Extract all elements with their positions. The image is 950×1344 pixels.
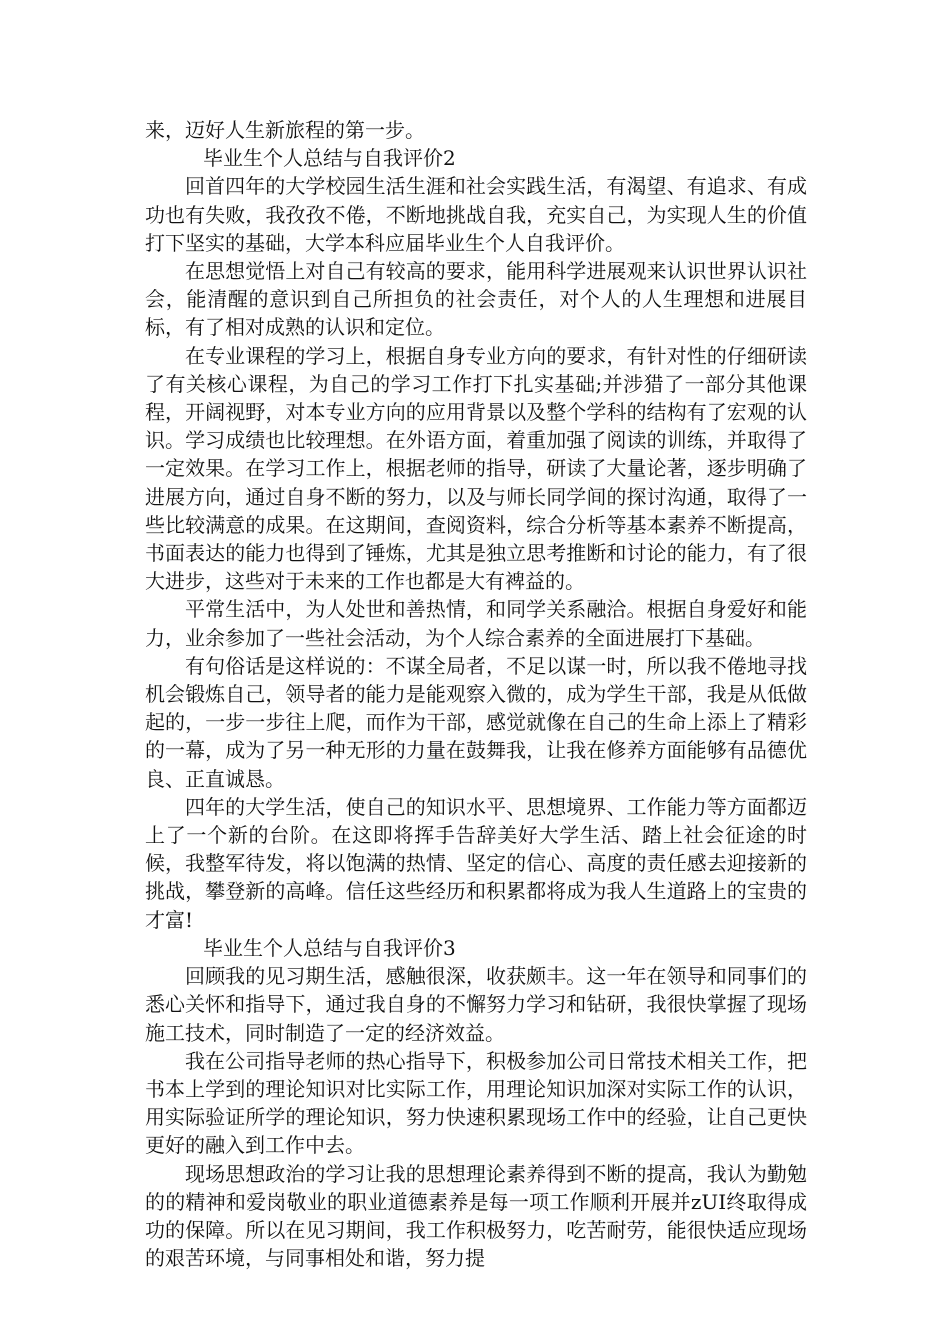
paragraph: 在思想觉悟上对自己有较高的要求，能用科学进展观来认识世界认识社会，能清醒的意识到自己所担负的社会责任，对个人的人生理想和进展目标，有了相对成熟的认识和定位。 (145, 259, 807, 340)
paragraph: 四年的大学生活，使自己的知识水平、思想境界、工作能力等方面都迈上了一个新的台阶。在这即将挥手告辞美好大学生活、踏上社会征途的时候，我整军待发，将以饱满的热情、坚定的信心、高度的责任感去迎接新的挑战，攀登新的高峰。信任这些经历和积累都将成为我人生道路上的宝贵的才富! (145, 794, 807, 932)
paragraph: 我在公司指导老师的热心指导下，积极参加公司日常技术相关工作，把书本上学到的理论知识对比实际工作，用理论知识加深对实际工作的认识，用实际验证所学的理论知识，努力快速积累现场工作中的经验，让自己更快更好的融入到工作中去。 (145, 1048, 807, 1158)
section-heading-2: 毕业生个人总结与自我评价2 (203, 146, 456, 171)
paragraph: 有句俗话是这样说的：不谋全局者，不足以谋一时，所以我不倦地寻找机会锻炼自己，领导者的能力是能观察入微的，成为学生干部，我是从低做起的，一步一步往上爬，而作为干部，感觉就像在自己的生命上添上了精彩的一幕，成为了另一种无形的力量在鼓舞我，让我在修养方面能够有品德优良、正直诚恳。 (145, 653, 807, 791)
section-heading-3: 毕业生个人总结与自我评价3 (203, 935, 456, 960)
paragraph-continued: 来，迈好人生新旅程的第一步。 (145, 118, 425, 142)
document-body (145, 116, 807, 1272)
paragraph: 现场思想政治的学习让我的思想理论素养得到不断的提高，我认为勤勉的的精神和爱岗敬业的职业道德素养是每一项工作顺利开展并zUI终取得成功的保障。所以在见习期间，我工作积极努力，吃苦耐劳，能很快适应现场的艰苦环境，与同事相处和谐，努力提 (145, 1161, 807, 1271)
paragraph: 在专业课程的学习上，根据自身专业方向的要求，有针对性的仔细研读了有关核心课程，为自己的学习工作打下扎实基础;并涉猎了一部分其他课程，开阔视野，对本专业方向的应用背景以及整个学科的结构有了宏观的认识。学习成绩也比较理想。在外语方面，着重加强了阅读的训练，并取得了一定效果。在学习工作上，根据老师的指导，研读了大量论著，逐步明确了进展方向，通过自身不断的努力，以及与师长同学间的探讨沟通，取得了一些比较满意的成果。在这期间，查阅资料，综合分析等基本素养不断提高，书面表达的能力也得到了锤炼，尤其是独立思考推断和讨论的能力，有了很大进步，这些对于未来的工作也都是大有裨益的。 (145, 343, 807, 594)
paragraph: 回首四年的大学校园生活生涯和社会实践生活，有渴望、有追求、有成功也有失败，我孜孜不倦，不断地挑战自我，充实自己，为实现人生的价值打下坚实的基础，大学本科应届毕业生个人自我评价。 (145, 174, 807, 255)
paragraph: 平常生活中，为人处世和善热情，和同学关系融洽。根据自身爱好和能力，业余参加了一些社会活动，为个人综合素养的全面进展打下基础。 (145, 597, 807, 650)
paragraph: 回顾我的见习期生活，感触很深，收获颇丰。这一年在领导和同事们的悉心关怀和指导下，通过我自身的不懈努力学习和钻研，我很快掌握了现场施工技术，同时制造了一定的经济效益。 (145, 964, 807, 1045)
